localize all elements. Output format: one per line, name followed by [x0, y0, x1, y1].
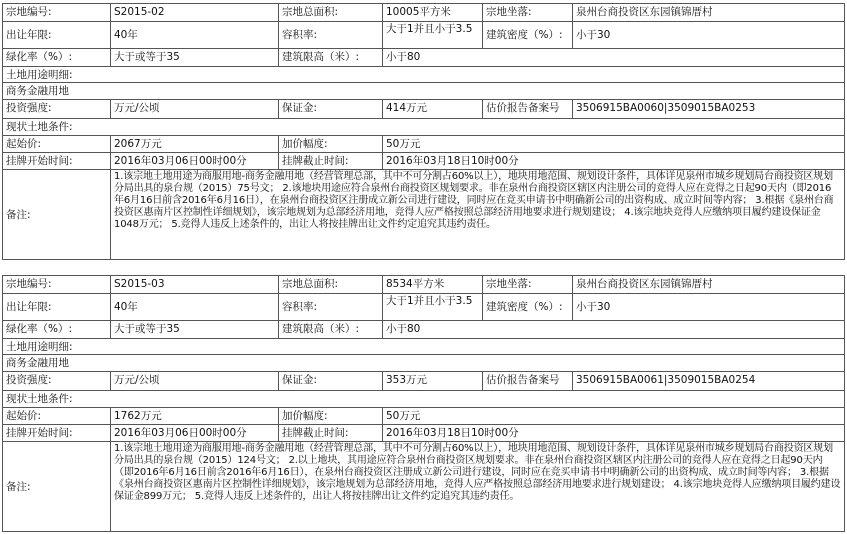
label-list-start: 挂牌开始时间:	[2, 153, 110, 169]
height-value: 小于80	[382, 49, 845, 66]
invest-value: 万元/公顷	[110, 372, 278, 390]
label-remarks: 备注:	[2, 170, 110, 259]
label-parcel-no: 宗地编号:	[2, 276, 110, 293]
label-density: 建筑密度（%）:	[482, 22, 572, 48]
label-green: 绿化率（%）:	[2, 321, 110, 338]
row-remarks	[2, 442, 845, 532]
row-term	[2, 294, 845, 321]
label-term: 出让年限:	[2, 22, 110, 48]
term-value: 40年	[110, 294, 278, 320]
row-use-detail	[2, 339, 845, 355]
list-end-value: 2016年03月18日10时00分	[382, 425, 845, 441]
label-use-detail: 土地用途明细:	[2, 339, 845, 354]
row-invest	[2, 372, 845, 391]
label-list-end: 挂牌截止时间:	[278, 425, 382, 441]
parcel-table-2	[2, 275, 845, 502]
density-value: 小于30	[572, 294, 845, 320]
label-list-start: 挂牌开始时间:	[2, 425, 110, 441]
use-value: 商务金融用地	[2, 355, 845, 371]
row-parcel-no	[2, 276, 845, 294]
row-invest	[2, 100, 845, 119]
deposit-value: 353万元	[382, 372, 482, 390]
appraisal-value: 3506915BA0061|3509015BA0254	[572, 372, 845, 390]
label-condition: 现状土地条件:	[2, 391, 845, 407]
row-listing-time	[2, 153, 845, 170]
label-invest: 投资强度:	[2, 100, 110, 118]
label-condition: 现状土地条件:	[2, 119, 845, 135]
row-use	[2, 355, 845, 372]
row-condition	[2, 391, 845, 408]
deposit-value: 414万元	[382, 100, 482, 118]
density-value: 小于30	[572, 22, 845, 48]
location-value: 泉州台商投资区东园镇锦厝村	[572, 4, 845, 21]
label-invest: 投资强度:	[2, 372, 110, 390]
row-condition	[2, 119, 845, 136]
row-use-detail	[2, 67, 845, 83]
start-price-value: 1762万元	[110, 408, 278, 424]
label-start-price: 起始价:	[2, 136, 110, 152]
row-listing-time	[2, 425, 845, 442]
label-area: 宗地总面积:	[278, 276, 382, 293]
label-location: 宗地坐落:	[482, 4, 572, 21]
label-parcel-no: 宗地编号:	[2, 4, 110, 21]
label-use-detail: 土地用途明细:	[2, 67, 845, 82]
use-value: 商务金融用地	[2, 83, 845, 99]
increment-value: 50万元	[382, 408, 845, 424]
increment-value: 50万元	[382, 136, 845, 152]
term-value: 40年	[110, 22, 278, 48]
label-far: 容积率:	[278, 22, 382, 48]
location-value: 泉州台商投资区东园镇锦厝村	[572, 276, 845, 293]
row-price	[2, 408, 845, 425]
far-value: 大于1并且小于3.5	[382, 22, 482, 48]
row-remarks	[2, 170, 845, 260]
row-parcel-no	[2, 4, 845, 22]
label-area: 宗地总面积:	[278, 4, 382, 21]
invest-value: 万元/公顷	[110, 100, 278, 118]
label-green: 绿化率（%）:	[2, 49, 110, 66]
row-green	[2, 321, 845, 339]
label-location: 宗地坐落:	[482, 276, 572, 293]
green-value: 大于或等于35	[110, 49, 278, 66]
parcel-no-value: S2015-02	[110, 4, 278, 21]
row-use	[2, 83, 845, 100]
list-end-value: 2016年03月18日10时00分	[382, 153, 845, 169]
area-value: 10005平方米	[382, 4, 482, 21]
far-value: 大于1并且小于3.5	[382, 294, 482, 320]
label-list-end: 挂牌截止时间:	[278, 153, 382, 169]
label-increment: 加价幅度:	[278, 136, 382, 152]
label-density: 建筑密度（%）:	[482, 294, 572, 320]
height-value: 小于80	[382, 321, 845, 338]
green-value: 大于或等于35	[110, 321, 278, 338]
area-value: 8534平方米	[382, 276, 482, 293]
label-far: 容积率:	[278, 294, 382, 320]
list-start-value: 2016年03月06日00时00分	[110, 153, 278, 169]
remarks-value: 1.该宗地土地用途为商服用地-商务金融用地（经营管理总部，其中不可分割占60%以上），地块用地范围、规划设计条件，具体详见泉州市城乡规划局台商投资区规划分局出具的泉台规（2015）75号文； 2.该地块用途应符合泉州台商投资区规划要求。非在泉州台商投资区辖区内注册公司的竞得人应在竞得之日起90天内（即2016年6月16日前含2016年6月16日），在泉州台商投资区注册成立新公司进行建设，同时应在竞买申请书中明确新公司的出资构成、成立时间等内容； 3.根据《泉州台商投资区惠南片区控制性详细规划》，该宗地规划为总部经济用地，竞得人应严格按照总部经济用地要求进行规划建设； 4.该宗地块竞得人应缴纳项目履约建设保证金1048万元； 5.竞得人违反上述条件的，出让人将按挂牌出让文件约定追究其违约责任。	[110, 170, 845, 259]
row-term	[2, 22, 845, 49]
label-start-price: 起始价:	[2, 408, 110, 424]
start-price-value: 2067万元	[110, 136, 278, 152]
parcel-no-value: S2015-03	[110, 276, 278, 293]
label-increment: 加价幅度:	[278, 408, 382, 424]
label-appraisal: 估价报告备案号	[482, 372, 572, 390]
parcel-table-1	[2, 3, 845, 230]
list-start-value: 2016年03月06日00时00分	[110, 425, 278, 441]
label-height: 建筑限高（米）:	[278, 321, 382, 338]
label-deposit: 保证金:	[278, 372, 382, 390]
row-green	[2, 49, 845, 67]
row-price	[2, 136, 845, 153]
remarks-value: 1.该宗地土地用途为商服用地-商务金融用地（经营管理总部，其中不可分割占60%以上），地块用地范围、规划设计条件，具体详见泉州市城乡规划局台商投资区规划分局出具的泉台规（2015）124号文； 2.以上地块，其用途应符合泉州台商投资区规划要求。非在泉州台商投资区辖区内注册公司的竞得人应在竞得之日起90天内（即2016年6月16日前含2016年6月16日），在泉州台商投资区注册成立新公司进行建设，同时应在竞买申请书中明确新公司的出资构成、成立时间等内容； 3.根据《泉州台商投资区惠南片区控制性详细规划》，该宗地规划为总部经济用地，竞得人应严格按照总部经济用地要求进行规划建设； 4.该宗地块竞得人应缴纳项目履约建设保证金899万元； 5.竞得人违反上述条件的，出让人将按挂牌出让文件约定追究其违约责任。	[110, 442, 845, 531]
label-height: 建筑限高（米）:	[278, 49, 382, 66]
label-remarks: 备注:	[2, 442, 110, 531]
appraisal-value: 3506915BA0060|3509015BA0253	[572, 100, 845, 118]
label-deposit: 保证金:	[278, 100, 382, 118]
label-appraisal: 估价报告备案号	[482, 100, 572, 118]
label-term: 出让年限:	[2, 294, 110, 320]
